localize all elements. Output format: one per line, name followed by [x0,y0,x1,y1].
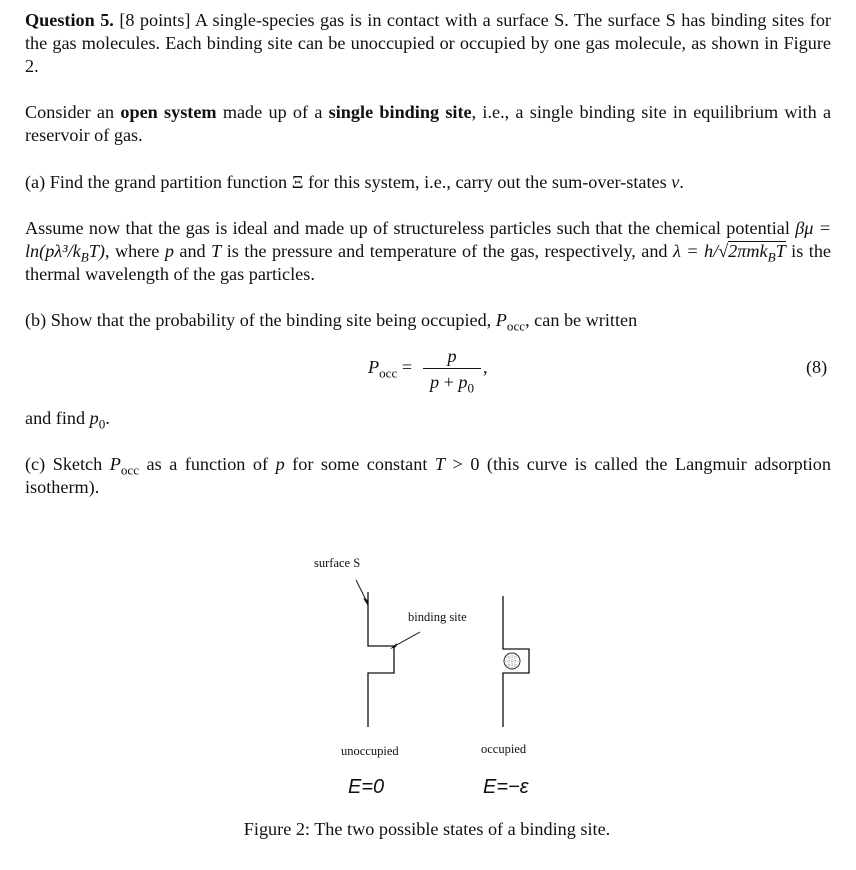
equation-number: (8) [806,357,828,377]
gas-molecule-icon [504,653,520,669]
sqrt-radicand [728,241,786,265]
p-symbol: p [275,454,285,474]
energy-occupied: E=−ε [483,776,529,798]
text-fragment: Find the grand partition function [45,172,292,192]
figure-2 [0,540,856,810]
text-fragment: for this system, i.e., carry out the sum-over-states [303,172,672,192]
part-b-label: (b) [25,310,47,330]
text-fragment: , where [104,241,165,261]
mu-expr: βμ = ln(pλ³/k [25,218,831,261]
p0-sub: 0 [98,416,106,432]
text-fragment: , i.e., a single binding site in equilibrium with a reservoir of gas. [25,102,832,145]
text-fragment: Consider an [25,102,121,122]
part-c-label: (c) [25,454,46,474]
ideal-gas-paragraph [25,217,831,286]
unoccupied-surface-profile [368,592,394,727]
sqrt-end: T [775,241,786,261]
grand-partition-symbol: Ξ [291,172,304,192]
den-sub: 0 [467,380,475,396]
fraction-numerator: p [447,346,457,366]
lhs-sub: occ [379,365,398,381]
equation-8 [0,343,856,397]
occ-sub: occ [506,318,526,334]
den-p: p [429,372,440,392]
text-fragment: Sketch [45,454,110,474]
text-fragment: . [105,408,110,428]
surface-pointer-line [356,580,367,602]
energy-unoccupied: E=0 [348,776,385,798]
unoccupied-label: unoccupied [341,744,399,758]
fraction-bar [423,368,481,369]
T-symbol: T [211,241,222,261]
occupied-label: occupied [481,742,527,756]
text-fragment: and [173,241,212,261]
equation-lhs [368,357,413,381]
mu-sub: B [80,249,89,265]
text-fragment: is the pressure and temperature of the gas, respectively, and [221,241,673,261]
equation-comma: , [483,357,488,377]
open-system-term: open system [120,102,217,122]
text-fragment: made up of a [216,102,329,122]
text-fragment: , can be written [525,310,638,330]
fraction-denominator [423,371,481,396]
open-system-paragraph [25,101,831,147]
p0-symbol: p [89,408,99,428]
lambda-lhs: λ = h/ [672,241,719,261]
text-fragment: is the thermal wavelength of the gas particles. [25,241,831,284]
binding-site-label: binding site [408,610,467,624]
lhs-P: P [368,357,380,377]
surface-arrow-head [363,598,368,606]
P-symbol: P [495,310,507,330]
surface-s-label: surface S [314,556,361,570]
text-fragment: . [679,172,684,192]
sqrt-sign: √ [718,241,729,261]
question-intro-text: A single-species gas is in contact with a surface S. The surface S has binding sites for the gas molecules. Each binding site can be unoccupied or occupied by one gas molecule, as shown in Figure 2. [25,10,831,76]
mu-end: T) [88,241,105,261]
T-symbol: T [434,454,446,474]
part-a [25,171,831,194]
text-fragment: and find [25,408,90,428]
p-symbol: p [164,241,174,261]
part-a-label: (a) [25,172,46,192]
den-plus: + [439,372,459,392]
figure-caption [0,818,856,841]
sqrt-sub: B [767,249,776,265]
figure-caption-text: Figure 2: The two possible states of a binding site. [243,819,611,839]
text-fragment: Show that the probability of the binding site being occupied, [46,310,496,330]
text-fragment: Assume now that the gas is ideal and made up of structureless particles such that the chemical potential [25,218,796,238]
sqrt-body: 2πmk [728,241,768,261]
question-points: [8 points] [119,10,191,30]
equation-fraction [423,345,481,396]
find-p0 [25,407,831,430]
single-binding-site-term: single binding site [328,102,472,122]
text-fragment: as a function of [139,454,276,474]
question-intro [25,9,831,78]
text-fragment: for some constant [284,454,435,474]
binding-site-pointer-line [393,632,420,647]
thermal-wavelength-expr [672,241,786,265]
den-p0: p [458,372,468,392]
figure-2-diagram [0,540,856,810]
nu-symbol: ν [671,172,680,192]
occ-sub: occ [120,462,140,478]
P-symbol: P [109,454,121,474]
question-label: Question 5. [25,10,114,30]
equals-sign: = [397,357,413,377]
part-b [25,309,831,332]
text-fragment: > 0 (this curve is called the Langmuir adsorption isotherm). [25,454,831,497]
part-c [25,453,831,499]
